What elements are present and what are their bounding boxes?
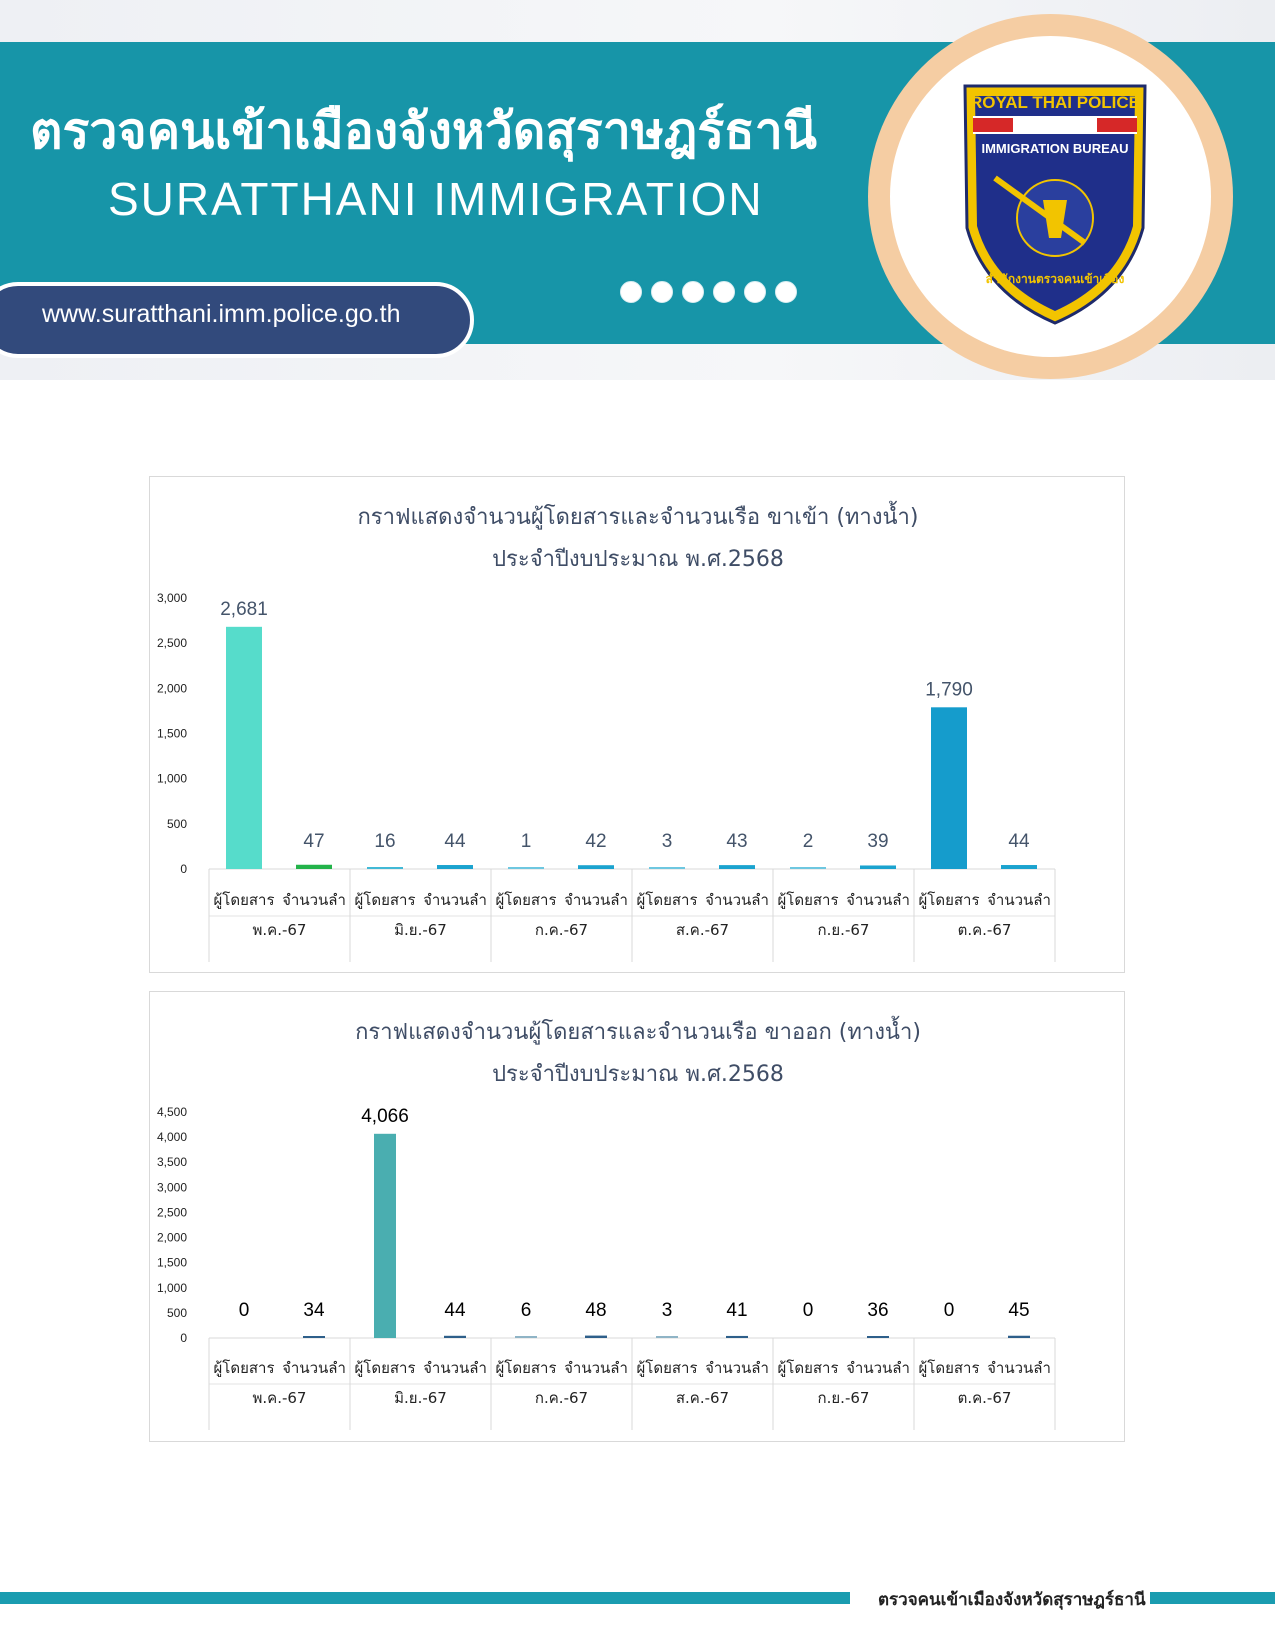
- data-label: 0: [943, 1300, 955, 1321]
- data-label: 1: [520, 831, 532, 852]
- bar-boats: [444, 1336, 466, 1338]
- x-group-label: ต.ค.-67: [957, 921, 1012, 939]
- x-subcategory-label: ผู้โดยสาร: [213, 891, 275, 909]
- x-subcategory-label: ผู้โดยสาร: [354, 1359, 416, 1377]
- dot-icon: [742, 279, 768, 305]
- x-subcategory-label: ผู้โดยสาร: [777, 891, 839, 909]
- bar-boats: [860, 865, 896, 869]
- svg-text:ROYAL THAI POLICE: ROYAL THAI POLICE: [969, 93, 1141, 112]
- data-label: 0: [802, 1300, 814, 1321]
- dot-icon: [618, 279, 644, 305]
- data-label: 42: [585, 831, 607, 852]
- x-subcategory-label: จำนวนลำ: [282, 1359, 346, 1377]
- x-subcategory-label: จำนวนลำ: [987, 1359, 1051, 1377]
- y-tick-label: 2,500: [156, 1205, 187, 1220]
- x-group-label: ส.ค.-67: [675, 921, 730, 939]
- data-label: 41: [726, 1300, 748, 1321]
- y-tick-label: 2,000: [156, 1230, 187, 1245]
- x-group-label: ส.ค.-67: [675, 1389, 730, 1407]
- bar-passengers: [367, 867, 403, 869]
- x-subcategory-label: ผู้โดยสาร: [213, 1359, 275, 1377]
- bar-passengers: [515, 1336, 537, 1338]
- x-subcategory-label: จำนวนลำ: [423, 891, 487, 909]
- x-group-label: ก.ย.-67: [817, 921, 870, 939]
- x-group-label: ก.ค.-67: [534, 921, 589, 939]
- data-label: 2,681: [220, 598, 268, 620]
- header-title-thai: ตรวจคนเข้าเมืองจังหวัดสุราษฎร์ธานี: [30, 102, 817, 160]
- svg-text:สำนักงานตรวจคนเข้าเมือง: สำนักงานตรวจคนเข้าเมือง: [985, 272, 1125, 286]
- x-group-label: พ.ค.-67: [252, 1389, 307, 1407]
- x-group-label: ก.ค.-67: [534, 1389, 589, 1407]
- x-subcategory-label: จำนวนลำ: [846, 1359, 910, 1377]
- data-label: 1,790: [925, 679, 973, 701]
- data-label: 44: [444, 1300, 466, 1321]
- x-subcategory-label: ผู้โดยสาร: [918, 1359, 980, 1377]
- bar-boats: [726, 1336, 748, 1338]
- data-label: 4,066: [361, 1105, 409, 1127]
- y-tick-label: 1,500: [156, 726, 187, 741]
- decorative-dots: [618, 279, 799, 305]
- data-label: 39: [867, 831, 889, 852]
- data-label: 16: [374, 831, 396, 852]
- y-tick-label: 1,500: [156, 1255, 187, 1270]
- y-tick-label: 3,000: [156, 1180, 187, 1195]
- bar-boats: [437, 865, 473, 869]
- data-label: 6: [520, 1300, 532, 1321]
- data-label: 48: [585, 1300, 607, 1321]
- bar-passengers: [226, 627, 262, 869]
- bar-boats: [303, 1336, 325, 1338]
- dot-icon: [773, 279, 799, 305]
- bar-passengers: [931, 707, 967, 869]
- dot-icon: [711, 279, 737, 305]
- chart-outbound: [149, 991, 1125, 1442]
- footer-text: ตรวจคนเข้าเมืองจังหวัดสุราษฎร์ธานี: [878, 1590, 1146, 1610]
- bar-boats: [578, 865, 614, 869]
- website-url-link[interactable]: www.suratthani.imm.police.go.th: [42, 300, 401, 328]
- x-subcategory-label: จำนวนลำ: [705, 891, 769, 909]
- data-label: 43: [726, 831, 748, 852]
- x-subcategory-label: ผู้โดยสาร: [636, 1359, 698, 1377]
- x-subcategory-label: จำนวนลำ: [987, 891, 1051, 909]
- data-label: 3: [661, 831, 673, 852]
- y-tick-label: 4,000: [156, 1130, 187, 1145]
- bar-boats: [719, 865, 755, 869]
- y-tick-label: 0: [180, 862, 187, 876]
- x-subcategory-label: จำนวนลำ: [564, 891, 628, 909]
- x-subcategory-label: จำนวนลำ: [423, 1359, 487, 1377]
- header-title-english: SURATTHANI IMMIGRATION: [108, 173, 764, 225]
- bar-passengers: [790, 867, 826, 869]
- data-label: 36: [867, 1300, 889, 1321]
- chart-inbound-plot: [150, 477, 1126, 974]
- chart-inbound-subtitle: ประจำปีงบประมาณ พ.ศ.2568: [492, 547, 784, 572]
- bar-boats: [296, 865, 332, 869]
- bar-boats: [867, 1336, 889, 1338]
- y-tick-label: 3,500: [156, 1155, 187, 1170]
- y-tick-label: 0: [180, 1331, 187, 1345]
- x-subcategory-label: ผู้โดยสาร: [636, 891, 698, 909]
- x-group-label: มิ.ย.-67: [394, 921, 447, 939]
- police-badge-logo: [955, 78, 1155, 328]
- x-subcategory-label: ผู้โดยสาร: [777, 1359, 839, 1377]
- bar-boats: [1008, 1336, 1030, 1338]
- data-label: 2: [802, 831, 814, 852]
- y-tick-label: 4,500: [156, 1105, 187, 1119]
- bar-boats: [585, 1336, 607, 1338]
- y-tick-label: 3,000: [156, 591, 187, 605]
- x-subcategory-label: จำนวนลำ: [282, 891, 346, 909]
- footer-bar-left: [0, 1592, 850, 1604]
- y-tick-label: 2,500: [156, 636, 187, 651]
- dot-icon: [680, 279, 706, 305]
- y-tick-label: 1,000: [156, 1280, 187, 1295]
- dot-icon: [649, 279, 675, 305]
- data-label: 0: [238, 1300, 250, 1321]
- bar-passengers: [649, 867, 685, 869]
- y-tick-label: 500: [166, 1305, 187, 1320]
- data-label: 47: [303, 831, 325, 852]
- x-subcategory-label: ผู้โดยสาร: [495, 891, 557, 909]
- x-subcategory-label: จำนวนลำ: [564, 1359, 628, 1377]
- chart-outbound-subtitle: ประจำปีงบประมาณ พ.ศ.2568: [492, 1062, 784, 1087]
- x-group-label: พ.ค.-67: [252, 921, 307, 939]
- chart-inbound-title: กราฟแสดงจำนวนผู้โดยสารและจำนวนเรือ ขาเข้า (ทางน้ำ): [357, 505, 919, 530]
- x-subcategory-label: ผู้โดยสาร: [495, 1359, 557, 1377]
- chart-outbound-plot: [150, 992, 1126, 1443]
- footer-bar-right: [1150, 1592, 1275, 1604]
- x-subcategory-label: ผู้โดยสาร: [918, 891, 980, 909]
- chart-inbound: [149, 476, 1125, 973]
- data-label: 3: [661, 1300, 673, 1321]
- chart-outbound-title: กราฟแสดงจำนวนผู้โดยสารและจำนวนเรือ ขาออก (ทางน้ำ): [355, 1020, 921, 1045]
- y-tick-label: 500: [166, 816, 187, 831]
- bar-passengers: [656, 1336, 678, 1338]
- bar-boats: [1001, 865, 1037, 869]
- x-subcategory-label: จำนวนลำ: [705, 1359, 769, 1377]
- data-label: 44: [1008, 831, 1030, 852]
- y-tick-label: 1,000: [156, 771, 187, 786]
- x-group-label: ต.ค.-67: [957, 1389, 1012, 1407]
- x-group-label: มิ.ย.-67: [394, 1389, 447, 1407]
- bar-passengers: [374, 1134, 396, 1338]
- x-subcategory-label: ผู้โดยสาร: [354, 891, 416, 909]
- data-label: 44: [444, 831, 466, 852]
- data-label: 45: [1008, 1300, 1030, 1321]
- svg-text:IMMIGRATION BUREAU: IMMIGRATION BUREAU: [981, 141, 1129, 156]
- x-subcategory-label: จำนวนลำ: [846, 891, 910, 909]
- bar-passengers: [508, 867, 544, 869]
- y-tick-label: 2,000: [156, 681, 187, 696]
- data-label: 34: [303, 1300, 325, 1321]
- x-group-label: ก.ย.-67: [817, 1389, 870, 1407]
